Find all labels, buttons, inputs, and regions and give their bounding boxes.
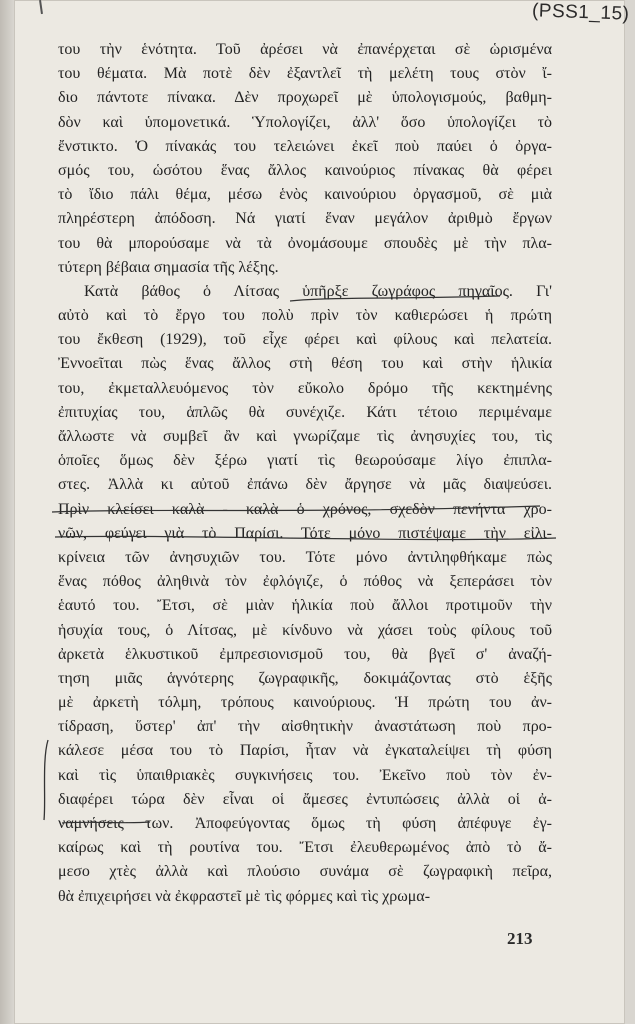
text-line: κρίνεια τῶν ἀνησυχιῶν του. Τότε μόνο ἀντιληφθήκαμε πὼς	[58, 548, 552, 566]
text-line: ναμνήσεις των. Ἀποφεύγοντας ὅμως τὴ φύση ἀπέφυγε ἐγ-	[58, 815, 552, 832]
body-text	[58, 38, 552, 909]
text-line: δὸν καὶ ὑπομονετικά. Ὑπολογίζει, ἀλλ' ὅσο ὑπολογίζει τὸ	[58, 113, 552, 131]
text-line: του θὰ μπορούσαμε νὰ τὰ ὀνομάσουμε σπουδὲς μὲ τὴν πλα-	[58, 234, 552, 252]
archive-id-annotation: (PSS1_15)	[531, 0, 630, 25]
text-line: διο πάντοτε πίνακα. Δὲν προχωρεῖ μὲ ὑπολογισμούς, βαθμη-	[58, 89, 552, 107]
text-line: τὸ ἴδιο πάλι θέμα, μέσω ἑνὸς καινούριου ὀργασμοῦ, σὲ μιὰ	[58, 186, 552, 204]
text-line: Κατὰ βάθος ὁ Λίτσας ὑπῆρξε ζωγράφος πηγαῖος. Γι'	[84, 282, 552, 300]
text-line: αὐτὸ καὶ τὸ ἔργο του πολὺ πρὶν τὸν καθιερώσει ἡ πρώτη	[58, 307, 552, 325]
text-line: ὁποῖες ὅμως δὲν ξέρω γιατί τὶς θεωρούσαμε λίγο ἐπιπλα-	[58, 452, 552, 470]
text-line: πληρέστερη ἀπόδοση. Νά γιατί ἕναν μεγάλον ἀριθμὸ ἔργων	[58, 210, 552, 228]
text-line: Πρὶν κλείσει καλὰ - καλὰ ὁ χρόνος, σχεδὸν πενήντα χρο-	[58, 500, 552, 518]
text-line: τύτερη βέβαια σημασία τῆς λέξης.	[58, 258, 279, 276]
text-line: νῶν, φεύγει γιὰ τὸ Παρίσι. Τότε μόνο πιστέψαμε τὴν εἰλι-	[58, 524, 552, 542]
text-line: του θέματα. Μὰ ποτὲ δὲν ἐξαντλεῖ τὴ μελέτη τους στὸν ἴ-	[58, 65, 552, 83]
text-line: ἡσυχία τους, ὁ Λίτσας, μὲ κίνδυνο νὰ χάσει τοὺς φίλους τοῦ	[58, 621, 552, 639]
text-line: θὰ ἐπιχειρήσει νὰ ἐκφραστεῖ μὲ τὶς φόρμες καὶ τὶς χρωμα-	[58, 887, 431, 905]
text-line: ἔνστικτο. Ὁ πίνακάς του τελειώνει ἐκεῖ ποὺ παύει ὁ ὀργα-	[58, 137, 552, 155]
text-line: Ἐννοεῖται πὼς ἕνας ἄλλος στὴ θέση του καὶ στὴν ἡλικία	[58, 355, 552, 373]
text-line: κάλεσε μέσα του τὸ Παρίσι, ἦταν νὰ ἐγκαταλείψει τὴ φύση	[58, 742, 552, 760]
text-line: μὲ ἀρκετὴ τόλμη, τρόπους καινούριους. Ἡ πρώτη του ἀν-	[58, 694, 552, 712]
text-line: καίρως καὶ τὴ ρουτίνα του. Ἔτσι ἐλευθερωμένος ἀπὸ τὸ ἄ-	[58, 839, 552, 857]
text-line: του ἔκθεση (1929), τοῦ εἶχε φέρει καὶ φίλους καὶ πελατεία.	[58, 331, 552, 349]
page-number: 213	[507, 929, 533, 948]
text-line: σμός του, ὡσότου ἕνας ἄλλος καινούριος πίνακας θὰ φέρει	[58, 161, 552, 179]
text-line: ἐπιτυχίας του, ἁπλῶς θὰ συνέχιζε. Κάτι τέτοιο περιμέναμε	[58, 403, 552, 421]
text-line: ἑαυτό του. Ἔτσι, σὲ μιὰν ἡλικία ποὺ ἄλλοι προτιμοῦν τὴν	[58, 597, 552, 615]
text-line: μεσο χτὲς ἀλλὰ καὶ πλούσιο συνάμα σὲ ζωγραφικὴ πεῖρα,	[58, 863, 552, 881]
text-line: του τὴν ἑνότητα. Τοῦ ἀρέσει νὰ ἐπανέρχεται σὲ ὡρισμένα	[58, 41, 552, 58]
scan-gutter	[0, 0, 14, 1024]
text-line: διαφέρει τώρα δὲν εἶναι οἱ ἄμεσες ἐντυπώσεις ἀλλὰ οἱ ἀ-	[58, 790, 552, 808]
text-line: ἄλλωστε νὰ συμβεῖ ἂν καὶ γνωρίζαμε τὶς ἀνησυχίες του, τὶς	[58, 428, 552, 445]
text-line: τίδραση, ὕστερ' ἀπ' τὴν αἰσθητικὴν ἀναστάτωση ποὺ προ-	[58, 718, 552, 736]
text-line: ἀρκετὰ ἑλκυστικοῦ ἐμπρεσιονισμοῦ του, θὰ βγεῖ σ' ἀναζή-	[58, 645, 552, 663]
text-line: του, ἐκμεταλλευόμενος τὸν εὔκολο δρόμο τῆς κεκτημένης	[58, 379, 552, 397]
text-line: τηση μιᾶς ἁγνότερης ζωγραφικῆς, δοκιμάζοντας στὸ ἑξῆς	[58, 669, 552, 687]
text-line: ἕνας πόθος ἀληθινὰ τὸν ἐφλόγιζε, ὁ πόθος νὰ ξεπεράσει τὸν	[58, 573, 552, 591]
text-line: καὶ τὶς ὑπαιθριακὲς συγκινήσεις του. Ἐκεῖνο ποὺ τὸν ἐν-	[58, 766, 552, 784]
text-line: στες. Ἀλλὰ κι αὐτοῦ ἐπάνω δὲν ἄργησε νὰ μᾶς διαψεύσει.	[58, 476, 552, 494]
